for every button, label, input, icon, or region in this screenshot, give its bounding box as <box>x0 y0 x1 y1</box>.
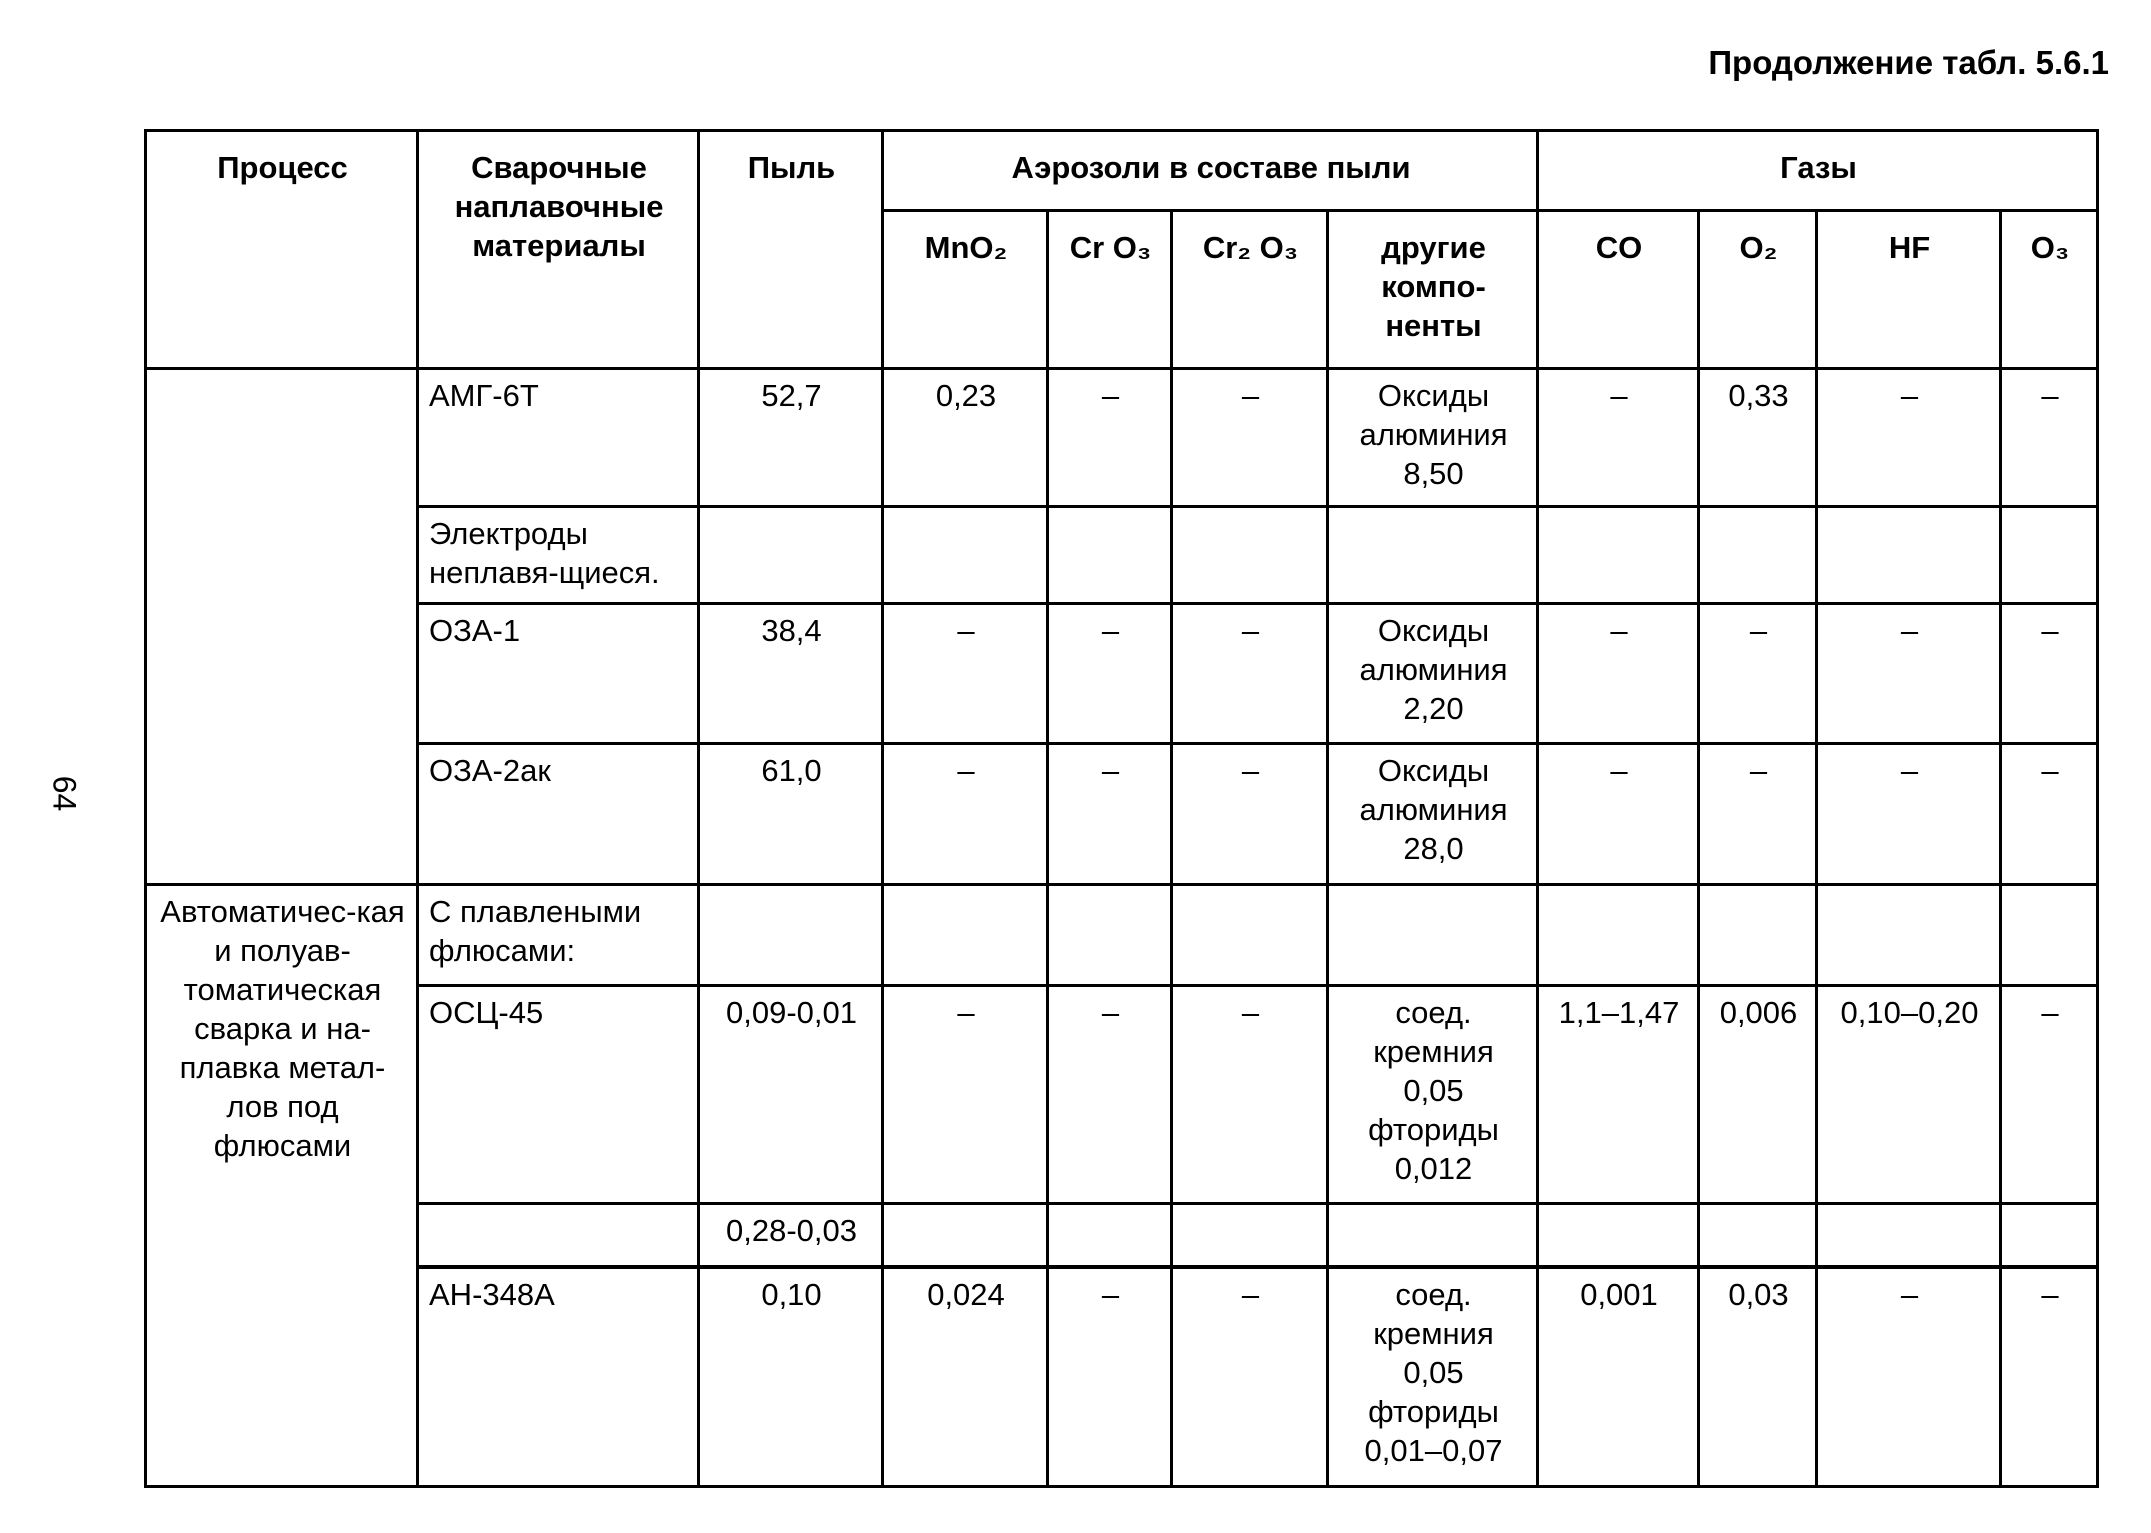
dust-cell <box>699 885 883 986</box>
cro3-cell: – <box>1048 744 1172 885</box>
hf-cell: – <box>1817 1267 2001 1487</box>
cro3-cell <box>1048 1204 1172 1267</box>
cro3-cell: – <box>1048 1267 1172 1487</box>
co-cell: – <box>1538 744 1699 885</box>
header-co: CO <box>1538 211 1699 369</box>
cro3-cell: – <box>1048 604 1172 744</box>
o3-cell: – <box>2001 369 2098 507</box>
o3-cell <box>2001 1204 2098 1267</box>
dust-cell: 0,10 <box>699 1267 883 1487</box>
header-row-1 <box>146 131 2098 211</box>
material-cell: С плавлеными флюсами: <box>418 885 699 986</box>
dust-cell: 0,28-0,03 <box>699 1204 883 1267</box>
o2-cell: 0,006 <box>1699 986 1817 1204</box>
table-row <box>146 369 2098 507</box>
process-cell-group2: Автоматичес-кая и полуав-томатическая сварка и на-плавка метал-лов под флюсами <box>146 885 418 1487</box>
dust-cell: 61,0 <box>699 744 883 885</box>
o2-cell: 0,03 <box>1699 1267 1817 1487</box>
co-cell <box>1538 1204 1699 1267</box>
table-row <box>146 604 2098 744</box>
other-components-cell <box>1328 507 1538 604</box>
mno2-cell: – <box>883 604 1048 744</box>
o3-cell <box>2001 885 2098 986</box>
header-process: Процесс <box>146 131 418 369</box>
other-components-cell: Оксиды алюминия 2,20 <box>1328 604 1538 744</box>
header-other-components: другие компо-ненты <box>1328 211 1538 369</box>
dust-cell: 52,7 <box>699 369 883 507</box>
process-cell-group1 <box>146 369 418 885</box>
material-cell: ОЗА-1 <box>418 604 699 744</box>
other-components-cell: соед. кремния 0,05 фториды 0,012 <box>1328 986 1538 1204</box>
cr2o3-cell: – <box>1172 744 1328 885</box>
material-cell: ОСЦ-45 <box>418 986 699 1204</box>
header-materials: Сварочные наплавочные материалы <box>418 131 699 369</box>
hf-cell: – <box>1817 369 2001 507</box>
o3-cell: – <box>2001 604 2098 744</box>
hf-cell <box>1817 1204 2001 1267</box>
header-o3: O₃ <box>2001 211 2098 369</box>
page-number: 64 <box>46 775 83 812</box>
o2-cell <box>1699 507 1817 604</box>
mno2-cell <box>883 885 1048 986</box>
co-cell: – <box>1538 604 1699 744</box>
cro3-cell <box>1048 507 1172 604</box>
table-row <box>146 986 2098 1204</box>
co-cell <box>1538 507 1699 604</box>
co-cell: 1,1–1,47 <box>1538 986 1699 1204</box>
mno2-cell: – <box>883 744 1048 885</box>
header-aerosols: Аэрозоли в составе пыли <box>883 131 1538 211</box>
material-cell: Электроды неплавя-щиеся. <box>418 507 699 604</box>
cro3-cell <box>1048 885 1172 986</box>
table-row <box>146 507 2098 604</box>
mno2-cell: 0,23 <box>883 369 1048 507</box>
other-components-cell <box>1328 885 1538 986</box>
cr2o3-cell: – <box>1172 604 1328 744</box>
header-hf: HF <box>1817 211 2001 369</box>
o3-cell: – <box>2001 744 2098 885</box>
o3-cell <box>2001 507 2098 604</box>
cr2o3-cell: – <box>1172 986 1328 1204</box>
o2-cell: – <box>1699 604 1817 744</box>
mno2-cell: – <box>883 986 1048 1204</box>
o2-cell: 0,33 <box>1699 369 1817 507</box>
dust-cell: 0,09-0,01 <box>699 986 883 1204</box>
hf-cell: – <box>1817 744 2001 885</box>
cr2o3-cell: – <box>1172 1267 1328 1487</box>
material-cell <box>418 1204 699 1267</box>
hf-cell: – <box>1817 604 2001 744</box>
co-cell <box>1538 885 1699 986</box>
header-gases: Газы <box>1538 131 2098 211</box>
emissions-table <box>144 129 2099 1488</box>
table-continuation-title: Продолжение табл. 5.6.1 <box>1708 44 2109 81</box>
co-cell: – <box>1538 369 1699 507</box>
header-cr2o3: Cr₂ O₃ <box>1172 211 1328 369</box>
o2-cell <box>1699 1204 1817 1267</box>
hf-cell <box>1817 507 2001 604</box>
other-components-cell: Оксиды алюминия 28,0 <box>1328 744 1538 885</box>
table-row <box>146 885 2098 986</box>
hf-cell <box>1817 885 2001 986</box>
material-cell: АН-348А <box>418 1267 699 1487</box>
material-cell: АМГ-6Т <box>418 369 699 507</box>
header-cro3: Cr O₃ <box>1048 211 1172 369</box>
material-cell: ОЗА-2ак <box>418 744 699 885</box>
other-components-cell: Оксиды алюминия 8,50 <box>1328 369 1538 507</box>
cro3-cell: – <box>1048 986 1172 1204</box>
cr2o3-cell <box>1172 1204 1328 1267</box>
header-dust: Пыль <box>699 131 883 369</box>
cro3-cell: – <box>1048 369 1172 507</box>
o2-cell <box>1699 885 1817 986</box>
table-row <box>146 1267 2098 1487</box>
mno2-cell <box>883 1204 1048 1267</box>
dust-cell: 38,4 <box>699 604 883 744</box>
hf-cell: 0,10–0,20 <box>1817 986 2001 1204</box>
header-o2: O₂ <box>1699 211 1817 369</box>
other-components-cell <box>1328 1204 1538 1267</box>
o3-cell: – <box>2001 986 2098 1204</box>
table-row <box>146 1204 2098 1267</box>
cr2o3-cell <box>1172 507 1328 604</box>
cr2o3-cell <box>1172 885 1328 986</box>
mno2-cell <box>883 507 1048 604</box>
header-mno2: MnO₂ <box>883 211 1048 369</box>
o2-cell: – <box>1699 744 1817 885</box>
table-row <box>146 744 2098 885</box>
cr2o3-cell: – <box>1172 369 1328 507</box>
dust-cell <box>699 507 883 604</box>
o3-cell: – <box>2001 1267 2098 1487</box>
other-components-cell: соед. кремния 0,05 фториды 0,01–0,07 <box>1328 1267 1538 1487</box>
co-cell: 0,001 <box>1538 1267 1699 1487</box>
mno2-cell: 0,024 <box>883 1267 1048 1487</box>
